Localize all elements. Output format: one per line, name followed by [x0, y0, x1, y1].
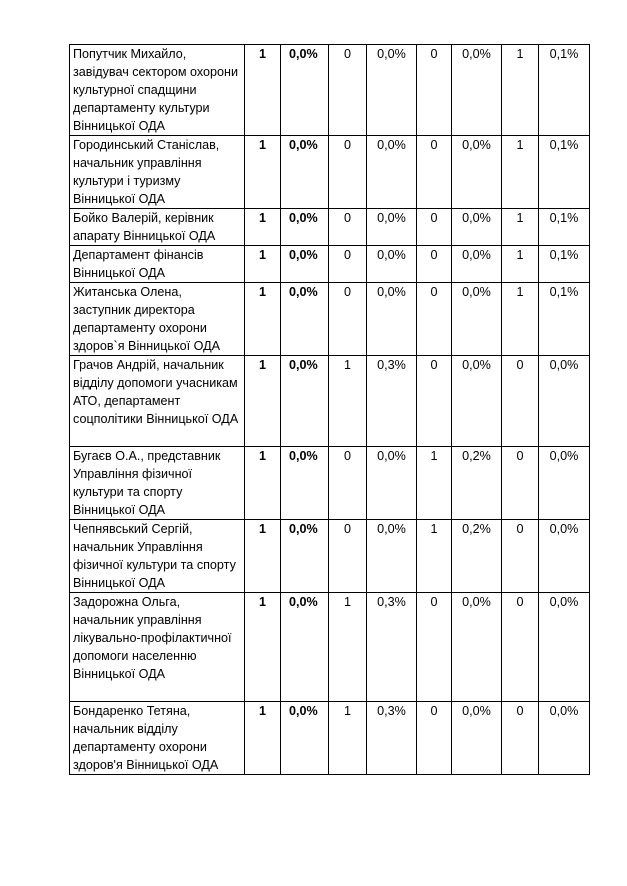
percent-col4: 0,1% — [539, 283, 590, 356]
count-total: 1 — [245, 520, 281, 593]
table-row — [70, 702, 590, 775]
table-row — [70, 356, 590, 447]
percent-col2: 0,0% — [367, 283, 417, 356]
count-col4: 0 — [502, 356, 539, 447]
count-col2: 0 — [329, 209, 367, 246]
percent-col3: 0,0% — [452, 136, 502, 209]
table-row — [70, 283, 590, 356]
percent-col2: 0,0% — [367, 447, 417, 520]
count-total: 1 — [245, 283, 281, 356]
percent-total: 0,0% — [281, 702, 329, 775]
count-col3: 0 — [417, 356, 452, 447]
percent-col3: 0,0% — [452, 246, 502, 283]
percent-col2: 0,0% — [367, 520, 417, 593]
percent-total: 0,0% — [281, 246, 329, 283]
count-col3: 0 — [417, 702, 452, 775]
table-row — [70, 447, 590, 520]
count-col2: 0 — [329, 45, 367, 136]
table-row — [70, 209, 590, 246]
table-row — [70, 520, 590, 593]
count-col4: 1 — [502, 209, 539, 246]
percent-total: 0,0% — [281, 593, 329, 702]
count-total: 1 — [245, 356, 281, 447]
count-total: 1 — [245, 447, 281, 520]
count-col2: 1 — [329, 356, 367, 447]
percent-col3: 0,0% — [452, 356, 502, 447]
table-row — [70, 136, 590, 209]
percent-col3: 0,0% — [452, 702, 502, 775]
count-col3: 1 — [417, 520, 452, 593]
count-total: 1 — [245, 136, 281, 209]
count-col2: 1 — [329, 702, 367, 775]
count-col2: 0 — [329, 447, 367, 520]
count-total: 1 — [245, 702, 281, 775]
count-col3: 0 — [417, 209, 452, 246]
percent-total: 0,0% — [281, 356, 329, 447]
percent-col3: 0,0% — [452, 593, 502, 702]
row-name: Грачов Андрій, начальник відділу допомоги учасникам АТО, департамент соцполітики Вінницької ОДА — [70, 356, 245, 447]
percent-col3: 0,0% — [452, 209, 502, 246]
count-col2: 0 — [329, 136, 367, 209]
row-name: Бондаренко Тетяна, начальник відділу департаменту охорони здоров'я Вінницької ОДА — [70, 702, 245, 775]
count-col2: 0 — [329, 246, 367, 283]
row-name: Задорожна Ольга, начальник управління лікувально-профілактичної допомоги населенню Вінницької ОДА — [70, 593, 245, 702]
percent-col4: 0,0% — [539, 356, 590, 447]
count-col2: 0 — [329, 520, 367, 593]
count-total: 1 — [245, 209, 281, 246]
percent-total: 0,0% — [281, 136, 329, 209]
count-col3: 0 — [417, 593, 452, 702]
percent-col4: 0,0% — [539, 447, 590, 520]
percent-col3: 0,0% — [452, 45, 502, 136]
percent-col2: 0,0% — [367, 209, 417, 246]
row-name: Бугаєв О.А., представник Управління фізичної культури та спорту Вінницької ОДА — [70, 447, 245, 520]
count-total: 1 — [245, 593, 281, 702]
count-col4: 1 — [502, 45, 539, 136]
count-total: 1 — [245, 246, 281, 283]
percent-total: 0,0% — [281, 447, 329, 520]
percent-col3: 0,0% — [452, 283, 502, 356]
percent-col2: 0,0% — [367, 45, 417, 136]
count-col4: 0 — [502, 447, 539, 520]
count-col2: 1 — [329, 593, 367, 702]
percent-total: 0,0% — [281, 209, 329, 246]
count-col2: 0 — [329, 283, 367, 356]
table-row — [70, 593, 590, 702]
percent-col2: 0,0% — [367, 136, 417, 209]
percent-col2: 0,3% — [367, 356, 417, 447]
count-col4: 1 — [502, 136, 539, 209]
percent-total: 0,0% — [281, 283, 329, 356]
table-row — [70, 45, 590, 136]
percent-col2: 0,3% — [367, 702, 417, 775]
count-col4: 1 — [502, 283, 539, 356]
row-name: Департамент фінансів Вінницької ОДА — [70, 246, 245, 283]
percent-total: 0,0% — [281, 520, 329, 593]
percent-col4: 0,1% — [539, 136, 590, 209]
row-name: Попутчик Михайло, завідувач сектором охорони культурної спадщини департаменту культури Вінницької ОДА — [70, 45, 245, 136]
percent-col3: 0,2% — [452, 447, 502, 520]
percent-col4: 0,1% — [539, 209, 590, 246]
percent-col2: 0,0% — [367, 246, 417, 283]
count-col3: 0 — [417, 136, 452, 209]
row-name: Чепнявський Сергій, начальник Управління фізичної культури та спорту Вінницької ОДА — [70, 520, 245, 593]
percent-col4: 0,0% — [539, 593, 590, 702]
percent-col4: 0,0% — [539, 520, 590, 593]
count-total: 1 — [245, 45, 281, 136]
percent-col2: 0,3% — [367, 593, 417, 702]
data-table — [69, 44, 590, 775]
count-col4: 1 — [502, 246, 539, 283]
count-col4: 0 — [502, 520, 539, 593]
count-col3: 0 — [417, 246, 452, 283]
table-row — [70, 246, 590, 283]
count-col3: 0 — [417, 45, 452, 136]
row-name: Городинський Станіслав, начальник управління культури і туризму Вінницької ОДА — [70, 136, 245, 209]
row-name: Бойко Валерій, керівник апарату Вінницької ОДА — [70, 209, 245, 246]
percent-col3: 0,2% — [452, 520, 502, 593]
count-col4: 0 — [502, 702, 539, 775]
count-col4: 0 — [502, 593, 539, 702]
percent-col4: 0,0% — [539, 702, 590, 775]
percent-col4: 0,1% — [539, 246, 590, 283]
count-col3: 1 — [417, 447, 452, 520]
percent-total: 0,0% — [281, 45, 329, 136]
percent-col4: 0,1% — [539, 45, 590, 136]
row-name: Житанська Олена, заступник директора департаменту охорони здоров`я Вінницької ОДА — [70, 283, 245, 356]
count-col3: 0 — [417, 283, 452, 356]
